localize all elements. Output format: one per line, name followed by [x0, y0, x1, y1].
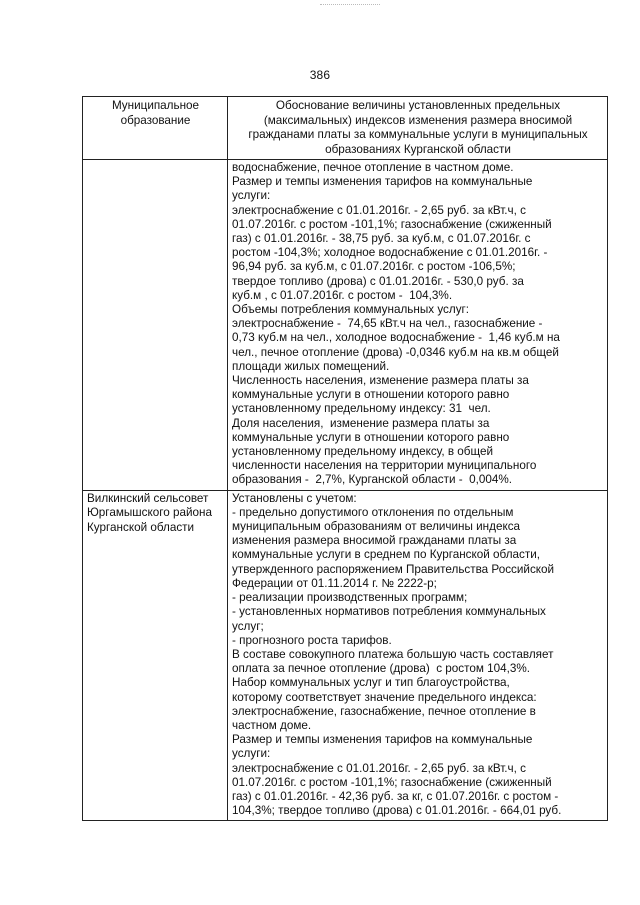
justification-cell: [228, 160, 608, 491]
text-line: услуги:: [232, 747, 271, 761]
page-number: 386: [309, 68, 331, 82]
header-justification: Обоснование величины установленных предельных (максимальных) индексов изменения размера вносимой гражданами платы за коммунальные услуги в муниципальных образованиях Курганской области: [228, 97, 608, 160]
text-line: 01.07.2016г. с ростом -101,1%; газоснабжение (сжиженный: [232, 775, 552, 789]
text-line: 0,73 куб.м на чел., холодное водоснабжение - 1,46 куб.м на: [232, 331, 560, 345]
text-line: коммунальные услуги в среднем по Курганской области,: [232, 548, 540, 562]
text-line: ростом -104,3%; холодное водоснабжение с 01.01.2016г. -: [232, 246, 548, 260]
text-line: которому соответствует значение предельного индекса:: [232, 690, 537, 704]
text-line: численности населения на территории муниципального: [232, 459, 537, 473]
text-line: оплата за печное отопление (дрова) с ростом 104,3%.: [232, 662, 531, 676]
text-line: 96,94 руб. за куб.м, с 01.07.2016г. с ростом -106,5%;: [232, 260, 516, 274]
text-line: частном доме.: [232, 718, 312, 732]
text-line: водоснабжение, печное отопление в частном доме.: [232, 161, 514, 174]
text-line: газ) с 01.01.2016г. - 38,75 руб. за куб.м, с 01.07.2016г. с: [232, 232, 531, 246]
text-line: площади жилых помещений.: [232, 359, 390, 373]
text-line: Набор коммунальных услуг и тип благоустройства,: [232, 676, 510, 690]
text-line: муниципальным образованиям от величины индекса: [232, 520, 521, 534]
text-line: Объемы потребления коммунальных услуг:: [232, 303, 470, 317]
text-line: Численность населения, изменение размера платы за: [232, 374, 529, 388]
text-line: - прогнозного роста тарифов.: [232, 633, 392, 647]
table-header-row: [83, 97, 608, 160]
text-line: газ) с 01.01.2016г. - 42,36 руб. за кг, с 01.07.2016г. с ростом -: [232, 789, 559, 803]
text-line: Размер и темпы изменения тарифов на коммунальные: [232, 175, 533, 189]
text-line: изменения размера вносимой гражданами платы за: [232, 534, 517, 548]
text-line: В составе совокупного платежа большую часть составляет: [232, 647, 554, 661]
text-line: Федерации от 01.11.2014 г. № 2222-р;: [232, 576, 437, 590]
text-line: куб.м , с 01.07.2016г. с ростом - 104,3%.: [232, 288, 453, 302]
text-line: электроснабжение с 01.01.2016г. - 2,65 руб. за кВт.ч, с: [232, 203, 526, 217]
text-line: электроснабжение, газоснабжение, печное отопление в: [232, 704, 536, 718]
text-line: услуг;: [232, 619, 264, 633]
text-line: электроснабжение с 01.01.2016г. - 2,65 руб. за кВт.ч, с: [232, 761, 526, 775]
text-line: электроснабжение - 74,65 кВт.ч на чел., газоснабжение -: [232, 317, 543, 331]
text-line: Доля населения, изменение размера платы за: [232, 416, 490, 430]
tariff-justification-table: [82, 96, 608, 821]
text-line: установленному предельному индексу: 31 чел.: [232, 402, 491, 416]
justification-cell: [228, 490, 608, 821]
table-row: [83, 160, 608, 491]
scan-artifact: [320, 4, 380, 7]
text-line: чел., печное отопление (дрова) -0,0346 куб.м на кв.м общей: [232, 345, 559, 359]
text-line: - реализации производственных программ;: [232, 591, 468, 605]
text-line: твердое топливо (дрова) с 01.01.2016г. - 530,0 руб. за: [232, 274, 524, 288]
text-line: Размер и темпы изменения тарифов на коммунальные: [232, 733, 533, 747]
text-line: установленному предельному индексу, в общей: [232, 445, 494, 459]
text-line: коммунальные услуги в отношении которого равно: [232, 388, 510, 402]
municipality-cell: Вилкинский сельсовет Юргамышского района Курганской области: [83, 490, 228, 821]
text-line: Установлены с учетом:: [232, 491, 357, 505]
municipality-cell: [83, 160, 228, 491]
text-line: 01.07.2016г. с ростом -101,1%; газоснабжение (сжиженный: [232, 217, 552, 231]
text-line: - установленных нормативов потребления коммунальных: [232, 605, 546, 619]
text-line: услуги:: [232, 189, 271, 203]
text-line: 104,3%; твердое топливо (дрова) с 01.01.2016г. - 664,01 руб.: [232, 804, 562, 818]
text-line: - предельно допустимого отклонения по отдельным: [232, 505, 514, 519]
table-row: [83, 490, 608, 821]
header-municipality: Муниципальное образование: [83, 97, 228, 160]
text-line: утвержденного распоряжением Правительства Российской: [232, 562, 555, 576]
text-line: образования - 2,7%, Курганской области - 0,004%.: [232, 473, 513, 487]
text-line: коммунальные услуги в отношении которого равно: [232, 430, 510, 444]
